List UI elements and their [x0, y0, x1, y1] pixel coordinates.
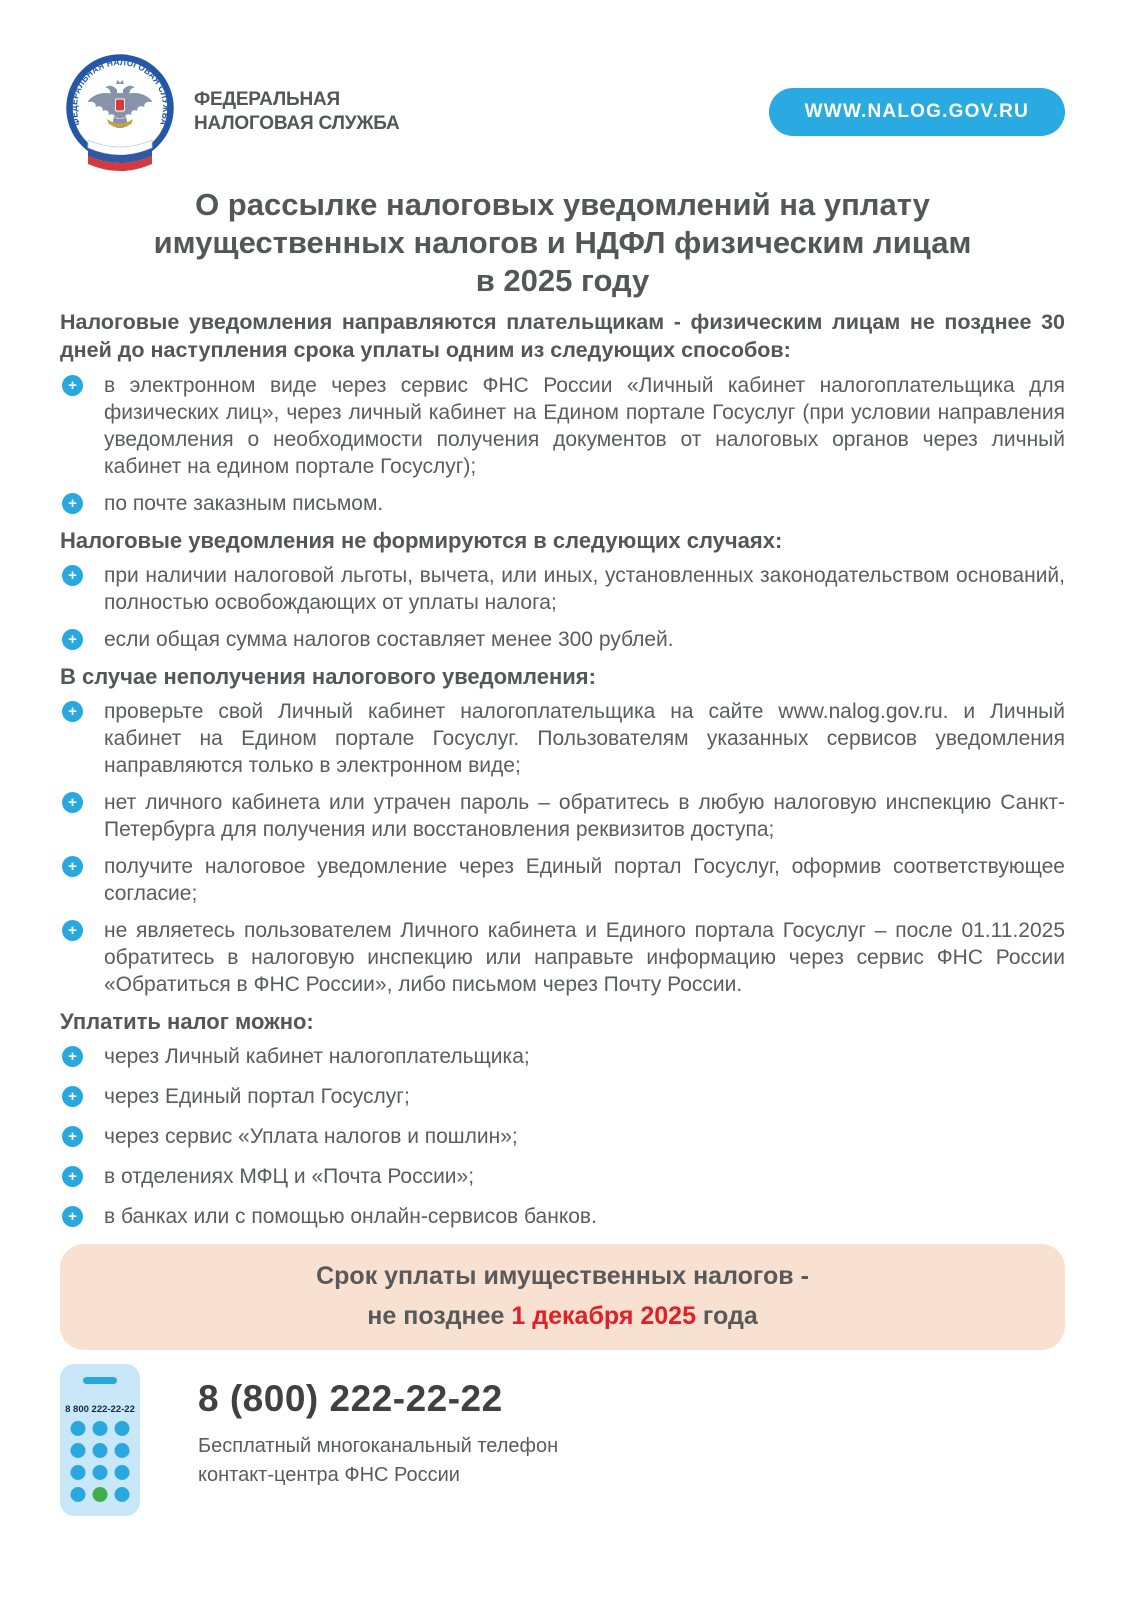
list-item-text: через Личный кабинет налогоплательщика;	[104, 1045, 530, 1068]
page-title-line1: О рассылке налоговых уведомлений на уплату	[195, 187, 930, 222]
phone-caption-line1: Бесплатный многоканальный телефон	[198, 1435, 559, 1457]
phone-number: 8 (800) 222-22-22	[198, 1378, 503, 1419]
list-item	[60, 372, 1065, 480]
list-item-text: не являетесь пользователем Личного кабинета и Единого портала Госуслуг – после 01.11.2025 обратитесь в налоговую инспекцию или направьте информацию через сервис ФНС России «Обратиться в ФНС России», либо письмом через Почту России.	[104, 919, 1065, 996]
list-item-text: если общая сумма налогов составляет менее 300 рублей.	[104, 628, 674, 651]
list-item-text: через сервис «Уплата налогов и пошлин»;	[104, 1125, 518, 1148]
list-item-text: по почте заказным письмом.	[104, 492, 384, 515]
list-item	[60, 626, 1065, 653]
keypad-dot	[93, 1465, 108, 1480]
phone-speaker-bar	[83, 1377, 117, 1384]
fns-emblem	[60, 50, 180, 174]
keypad-dot	[71, 1487, 86, 1502]
plus-bullet-icon: +	[62, 856, 83, 877]
keypad-dot	[115, 1421, 130, 1436]
not-formed-list	[60, 562, 1065, 653]
keypad-dot	[115, 1443, 130, 1458]
header	[0, 0, 1125, 174]
plus-bullet-icon: +	[62, 629, 83, 650]
section-heading-not-formed: Налоговые уведомления не формируются в следующих случаях:	[60, 528, 783, 553]
list-item-text: при наличии налоговой льготы, вычета, или иных, установленных законодательством оснований, полностью освобождающих от уплаты налога;	[104, 564, 1065, 614]
keypad-dot	[71, 1465, 86, 1480]
list-item	[60, 917, 1065, 998]
list-item	[60, 1163, 1065, 1190]
keypad-dot	[93, 1421, 108, 1436]
phone-caption	[198, 1432, 558, 1490]
list-item	[60, 1083, 1065, 1110]
phone-icon-number: 8 800 222-22-22	[65, 1404, 135, 1415]
contact-info	[198, 1364, 558, 1490]
list-item-text: в банках или с помощью онлайн-сервисов банков.	[104, 1205, 597, 1228]
plus-bullet-icon: +	[62, 375, 83, 396]
org-name	[194, 88, 400, 137]
phone-handset-icon	[60, 1364, 140, 1516]
list-item	[60, 1043, 1065, 1070]
plus-bullet-icon: +	[62, 792, 83, 813]
footer	[60, 1364, 1065, 1516]
keypad-dot	[71, 1421, 86, 1436]
plus-bullet-icon: +	[62, 1086, 83, 1107]
list-item-text: получите налоговое уведомление через Единый портал Госуслуг, оформив соответствующее согласие;	[104, 855, 1065, 905]
plus-bullet-icon: +	[62, 1206, 83, 1227]
list-item	[60, 698, 1065, 779]
plus-bullet-icon: +	[62, 493, 83, 514]
page-title-line3: в 2025 году	[475, 263, 650, 298]
list-item	[60, 1123, 1065, 1150]
deadline-line1: Срок уплаты имущественных налогов -	[316, 1262, 809, 1290]
plus-bullet-icon: +	[62, 701, 83, 722]
keypad-dot	[93, 1443, 108, 1458]
delivery-list	[60, 372, 1065, 517]
page-title	[0, 186, 1125, 300]
list-item	[60, 789, 1065, 843]
how-to-pay-list	[60, 1043, 1065, 1230]
deadline-date-highlight: 1 декабря 2025	[511, 1302, 696, 1330]
plus-bullet-icon: +	[62, 565, 83, 586]
org-name-line1: ФЕДЕРАЛЬНАЯ	[194, 88, 340, 110]
deadline-suffix: года	[695, 1302, 758, 1330]
deadline-line2	[90, 1296, 1035, 1336]
not-received-list	[60, 698, 1065, 998]
keypad-dot	[71, 1443, 86, 1458]
list-item	[60, 490, 1065, 517]
emblem-shield	[116, 99, 125, 111]
section-heading-delivery: Налоговые уведомления направляются плательщикам - физическим лицам не позднее 30 дней до наступления срока уплаты одним из следующих способов:	[60, 310, 1065, 362]
page-title-line2: имущественных налогов и НДФЛ физическим лицам	[153, 225, 972, 260]
plus-bullet-icon: +	[62, 1046, 83, 1067]
list-item	[60, 853, 1065, 907]
plus-bullet-icon: +	[62, 1126, 83, 1147]
keypad-dot	[115, 1487, 130, 1502]
plus-bullet-icon: +	[62, 1166, 83, 1187]
phone-caption-line2: контакт-центра ФНС России	[198, 1464, 460, 1486]
phone-keypad	[71, 1421, 130, 1502]
deadline-prefix: не позднее	[367, 1302, 512, 1330]
section-heading-how-to-pay: Уплатить налог можно:	[60, 1009, 314, 1034]
keypad-dot-green	[93, 1487, 108, 1502]
list-item-text: проверьте свой Личный кабинет налогоплательщика на сайте www.nalog.gov.ru. и Личный кабинет на Едином портале Госуслуг. Пользователям указанных сервисов уведомления направляются только в электронном виде;	[104, 700, 1065, 777]
content	[0, 308, 1125, 1230]
keypad-dot	[115, 1465, 130, 1480]
list-item	[60, 562, 1065, 616]
org-name-line2: НАЛОГОВАЯ СЛУЖБА	[194, 113, 400, 134]
list-item	[60, 1203, 1065, 1230]
list-item-text: в отделениях МФЦ и «Почта России»;	[104, 1165, 475, 1188]
list-item-text: нет личного кабинета или утрачен пароль – обратитесь в любую налоговую инспекцию Санкт-Петербурга для получения или восстановления реквизитов доступа;	[104, 791, 1065, 841]
emblem-ring-text: ФЕДЕРАЛЬНАЯ НАЛОГОВАЯ СЛУЖБА	[68, 56, 172, 128]
site-url-button[interactable]: WWW.NALOG.GOV.RU	[769, 88, 1065, 136]
list-item-text: через Единый портал Госуслуг;	[104, 1085, 410, 1108]
deadline-banner	[60, 1244, 1065, 1350]
section-heading-not-received: В случае неполучения налогового уведомления:	[60, 664, 596, 689]
plus-bullet-icon: +	[62, 920, 83, 941]
list-item-text: в электронном виде через сервис ФНС России «Личный кабинет налогоплательщика для физических лиц», через личный кабинет на Едином портале Госуслуг (при условии направления уведомления о необходимости получения документов от налоговых органов через личный кабинет на едином портале Госуслуг);	[104, 374, 1065, 478]
